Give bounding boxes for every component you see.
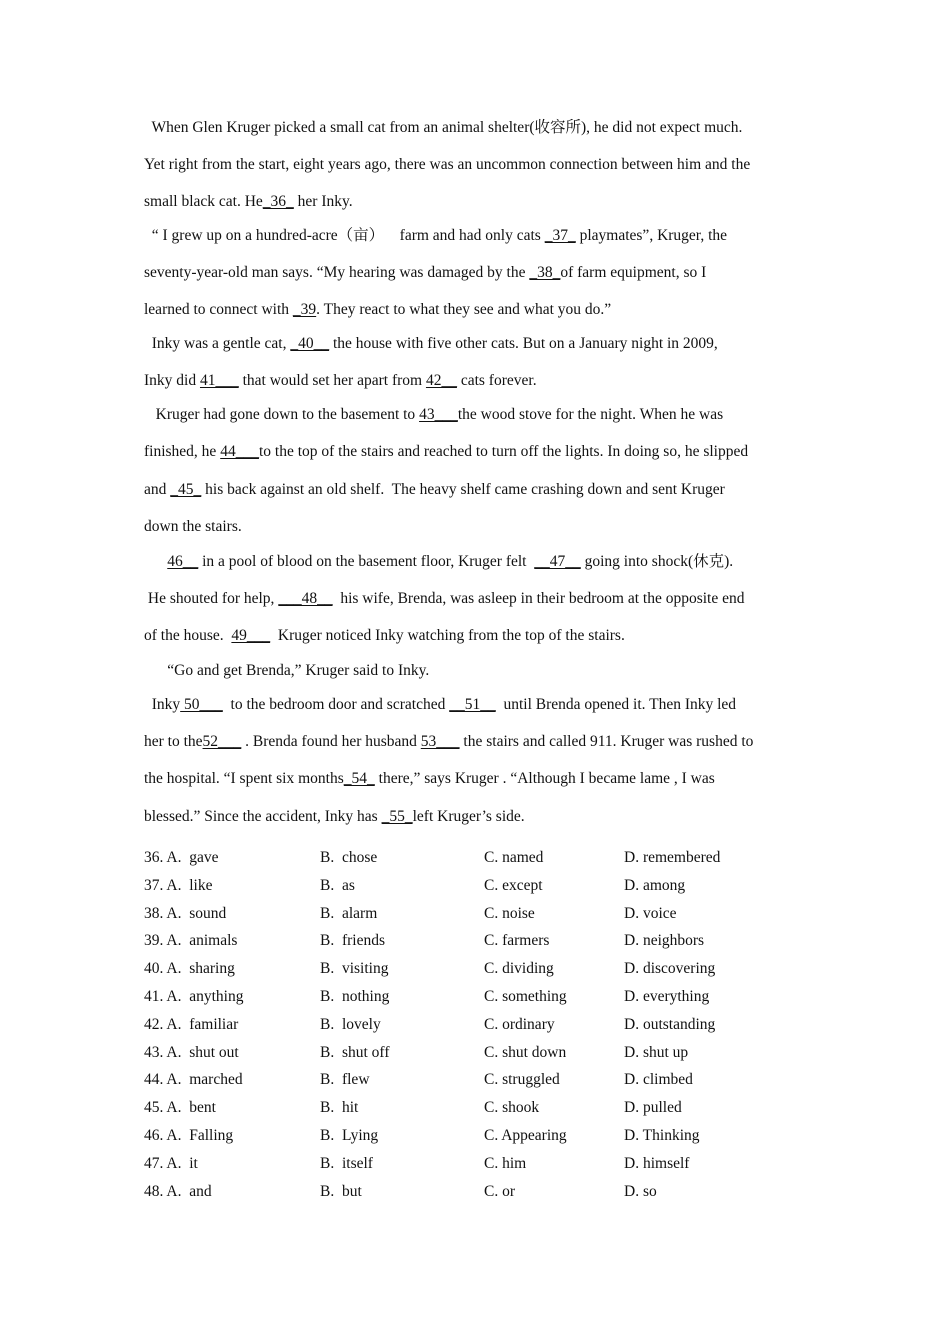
blank-number: 43___ [419,406,458,423]
option-b [320,1043,389,1063]
blank-number: ___48__ [278,590,333,607]
passage-text: and [144,481,171,498]
question-number: 39. A. [144,932,182,949]
option-text: like [189,877,213,894]
blank-number: _45_ [170,481,202,498]
passage-text: playmates”, Kruger, the [575,227,728,244]
blank-number: _40__ [290,335,330,352]
blank-number: _39 [292,301,317,318]
option-letter: B. [320,932,342,949]
question-number: 41. A. [144,988,182,1005]
passage-line [144,661,429,681]
option-b [320,1015,381,1035]
option-c [484,1015,555,1035]
passage-text: down the stairs. [144,518,242,535]
option-letter: B. [320,905,342,922]
option-text: anything [189,988,244,1005]
passage-text: “ I grew up on a hundred-acre（亩） farm and had only cats [144,227,545,244]
option-a [144,959,235,979]
option-letter: B. [320,1127,342,1144]
blank-number: 44___ [220,443,259,460]
passage-line [144,626,625,646]
option-letter: D. [624,932,643,949]
passage-text: the house with five other cats. But on a January night in 2009, [329,335,718,352]
option-text: neighbors [642,932,705,949]
passage-text: left Kruger’s side. [412,808,525,825]
option-c [484,959,554,979]
option-c [484,848,543,868]
option-text: hit [341,1099,359,1116]
option-b [320,876,355,896]
question-number: 37. A. [144,877,182,894]
option-letter: C. [484,1155,503,1172]
option-d [624,959,715,979]
blank-number: _38_ [529,264,561,281]
option-b [320,1126,378,1146]
passage-text: until Brenda opened it. Then Inky led [495,696,737,713]
option-text: friends [341,932,386,949]
passage-line [144,263,706,283]
passage-text: He shouted for help, [144,590,279,607]
option-d [624,876,685,896]
passage-line [144,442,748,462]
option-text: and [189,1183,212,1200]
question-row [144,1126,806,1146]
option-text: something [502,988,567,1005]
option-letter: D. [624,1016,643,1033]
option-text: as [341,877,355,894]
passage-line [144,480,725,500]
option-c [484,1043,566,1063]
question-row [144,848,806,868]
question-number: 43. A. [144,1044,182,1061]
passage-text: going into shock(休克). [580,553,734,570]
passage-text: Inky was a gentle cat, [144,335,291,352]
option-a [144,931,237,951]
option-d [624,1043,688,1063]
option-text: familiar [189,1016,239,1033]
question-number: 38. A. [144,905,182,922]
passage-text: . Brenda found her husband [241,733,421,750]
passage-line [144,300,611,320]
option-letter: D. [624,960,643,977]
blank-number: _54_ [343,770,375,787]
option-letter: B. [320,1044,342,1061]
option-text: flew [341,1071,370,1088]
option-text: or [502,1183,516,1200]
option-text: shut up [642,1044,689,1061]
blank-number: 50___ [180,696,223,713]
blank-number: 53___ [420,733,460,750]
passage-text: that would set her apart from [238,372,426,389]
passage-text: to the bedroom door and scratched [222,696,450,713]
option-text: shut off [341,1044,390,1061]
option-text: struggled [502,1071,560,1088]
passage-line [144,226,727,246]
option-a [144,987,243,1007]
option-b [320,1182,362,1202]
option-letter: B. [320,1155,342,1172]
option-d [624,1015,715,1035]
option-letter: D. [624,1127,643,1144]
question-row [144,1015,806,1035]
passage-line [144,405,723,425]
option-c [484,1182,515,1202]
option-text: Lying [341,1127,379,1144]
option-text: alarm [341,905,378,922]
option-text: noise [502,905,535,922]
option-text: farmers [502,932,550,949]
passage-line [144,155,750,175]
option-b [320,1154,373,1174]
option-letter: D. [624,1183,643,1200]
option-letter: C. [484,1183,503,1200]
option-a [144,1070,243,1090]
question-number: 46. A. [144,1127,182,1144]
option-text: nothing [341,988,390,1005]
passage-text: Yet right from the start, eight years ago, there was an uncommon connection between him and the [144,156,751,173]
blank-number: _37_ [544,227,576,244]
option-text: discovering [642,960,716,977]
blank-number: _55_ [381,808,413,825]
passage-line [144,371,537,391]
passage-text: of the house. [144,627,232,644]
option-text: climbed [642,1071,693,1088]
question-row [144,876,806,896]
passage-text: there,” says Kruger . “Although I became lame , I was [374,770,715,787]
passage-text: Inky did [144,372,200,389]
option-a [144,1015,238,1035]
blank-number: __51__ [449,696,496,713]
option-text: sound [189,905,227,922]
option-a [144,876,212,896]
blank-number: 52___ [202,733,242,750]
passage-text: her to the [144,733,203,750]
blank-number: 49___ [231,627,271,644]
option-letter: C. [484,960,503,977]
option-d [624,931,704,951]
question-number: 48. A. [144,1183,182,1200]
option-letter: D. [624,1071,643,1088]
blank-number: 46__ [167,553,199,570]
passage-line [144,807,525,827]
passage-text: cats forever. [456,372,537,389]
option-text: Thinking [642,1127,700,1144]
passage-text: blessed.” Since the accident, Inky has [144,808,382,825]
option-a [144,904,226,924]
passage-text: When Glen Kruger picked a small cat from an animal shelter(收容所), he did not expect much. [144,119,743,136]
option-text: him [502,1155,527,1172]
option-a [144,1098,216,1118]
passage-text: Kruger noticed Inky watching from the top of the stairs. [270,627,625,644]
option-text: gave [189,849,219,866]
option-c [484,876,543,896]
option-text: bent [189,1099,216,1116]
option-text: Falling [189,1127,234,1144]
question-row [144,1154,806,1174]
option-text: remembered [642,849,721,866]
option-d [624,904,677,924]
option-letter: C. [484,988,503,1005]
option-letter: D. [624,1044,643,1061]
option-letter: B. [320,877,342,894]
passage-line [144,517,242,537]
option-b [320,987,389,1007]
passage-line [144,118,742,138]
option-letter: B. [320,1099,342,1116]
option-a [144,1043,239,1063]
option-text: marched [189,1071,243,1088]
option-text: animals [189,932,238,949]
passage-line [144,192,353,212]
option-d [624,1154,689,1174]
passage-text: small black cat. He [144,193,263,210]
passage-text: of farm equipment, so I [560,264,707,281]
option-letter: C. [484,849,503,866]
option-text: but [341,1183,362,1200]
option-d [624,987,709,1007]
option-letter: D. [624,849,643,866]
question-row [144,931,806,951]
option-letter: B. [320,960,342,977]
option-d [624,1182,657,1202]
option-text: shook [502,1099,540,1116]
question-number: 42. A. [144,1016,182,1033]
passage-line [144,552,733,572]
option-b [320,959,388,979]
option-a [144,1154,198,1174]
passage-line [144,589,745,609]
option-text: except [502,877,543,894]
passage-line [144,334,718,354]
passage-text: to the top of the stairs and reached to turn off the lights. In doing so, he slipped [258,443,749,460]
question-row [144,904,806,924]
passage-text: . They react to what they see and what you do.” [316,301,612,318]
option-text: among [642,877,686,894]
option-letter: C. [484,1016,503,1033]
option-b [320,904,377,924]
option-a [144,1182,212,1202]
question-number: 36. A. [144,849,182,866]
option-b [320,848,377,868]
passage-line [144,732,753,752]
option-letter: C. [484,1127,502,1144]
option-text: named [502,849,544,866]
option-letter: C. [484,1044,503,1061]
option-d [624,848,720,868]
option-text: lovely [341,1016,381,1033]
question-number: 44. A. [144,1071,182,1088]
option-text: dividing [502,960,554,977]
passage-text: seventy-year-old man says. “My hearing was damaged by the [144,264,530,281]
option-letter: D. [624,877,643,894]
passage-text: Kruger had gone down to the basement to [144,406,420,423]
blank-number: __47__ [534,553,581,570]
option-b [320,1070,370,1090]
option-b [320,1098,358,1118]
question-row [144,1043,806,1063]
option-letter: D. [624,988,643,1005]
passage-text: the stairs and called 911. Kruger was rushed to [459,733,754,750]
option-text: everything [642,988,710,1005]
question-number: 45. A. [144,1099,182,1116]
passage-line [144,769,715,789]
option-letter: B. [320,849,342,866]
option-d [624,1070,693,1090]
blank-number: 41___ [199,372,239,389]
option-letter: D. [624,1099,643,1116]
passage-text: his back against an old shelf. The heavy shelf came crashing down and sent Kruger [201,481,725,498]
option-letter: B. [320,988,342,1005]
question-row [144,1098,806,1118]
passage-text: in a pool of blood on the basement floor, Kruger felt [198,553,535,570]
option-c [484,1098,539,1118]
option-b [320,931,385,951]
option-letter: C. [484,1071,503,1088]
question-row [144,1070,806,1090]
option-letter: B. [320,1071,342,1088]
option-letter: C. [484,1099,503,1116]
blank-number: 42__ [425,372,457,389]
passage-text: the hospital. “I spent six months [144,770,344,787]
option-text: so [642,1183,657,1200]
option-text: itself [341,1155,373,1172]
option-text: it [189,1155,198,1172]
option-letter: C. [484,932,503,949]
option-d [624,1098,682,1118]
option-letter: D. [624,905,643,922]
passage-text: the wood stove for the night. When he was [457,406,724,423]
passage-text: learned to connect with [144,301,293,318]
option-text: shut down [502,1044,567,1061]
option-a [144,1126,233,1146]
option-text: himself [642,1155,690,1172]
passage-text: her Inky. [293,193,353,210]
passage-text: Inky [144,696,181,713]
option-a [144,848,218,868]
option-d [624,1126,700,1146]
option-text: voice [642,905,677,922]
passage-line [144,695,736,715]
option-letter: C. [484,877,503,894]
option-c [484,904,535,924]
option-text: visiting [341,960,389,977]
option-letter: B. [320,1183,342,1200]
option-text: ordinary [502,1016,555,1033]
question-row [144,959,806,979]
question-row [144,987,806,1007]
passage-text: finished, he [144,443,221,460]
option-c [484,931,549,951]
option-letter: C. [484,905,503,922]
passage-text [144,553,167,570]
option-text: chose [341,849,378,866]
passage-text: his wife, Brenda, was asleep in their bedroom at the opposite end [332,590,745,607]
blank-number: _36_ [262,193,294,210]
option-text: shut out [189,1044,239,1061]
option-text: pulled [642,1099,682,1116]
question-number: 40. A. [144,960,182,977]
option-letter: B. [320,1016,342,1033]
passage-text: “Go and get Brenda,” Kruger said to Inky. [144,662,430,679]
option-c [484,987,567,1007]
option-text: sharing [189,960,235,977]
option-text: Appearing [501,1127,567,1144]
question-number: 47. A. [144,1155,182,1172]
option-c [484,1126,567,1146]
question-row [144,1182,806,1202]
option-text: outstanding [642,1016,716,1033]
option-letter: D. [624,1155,643,1172]
option-c [484,1154,526,1174]
option-c [484,1070,560,1090]
